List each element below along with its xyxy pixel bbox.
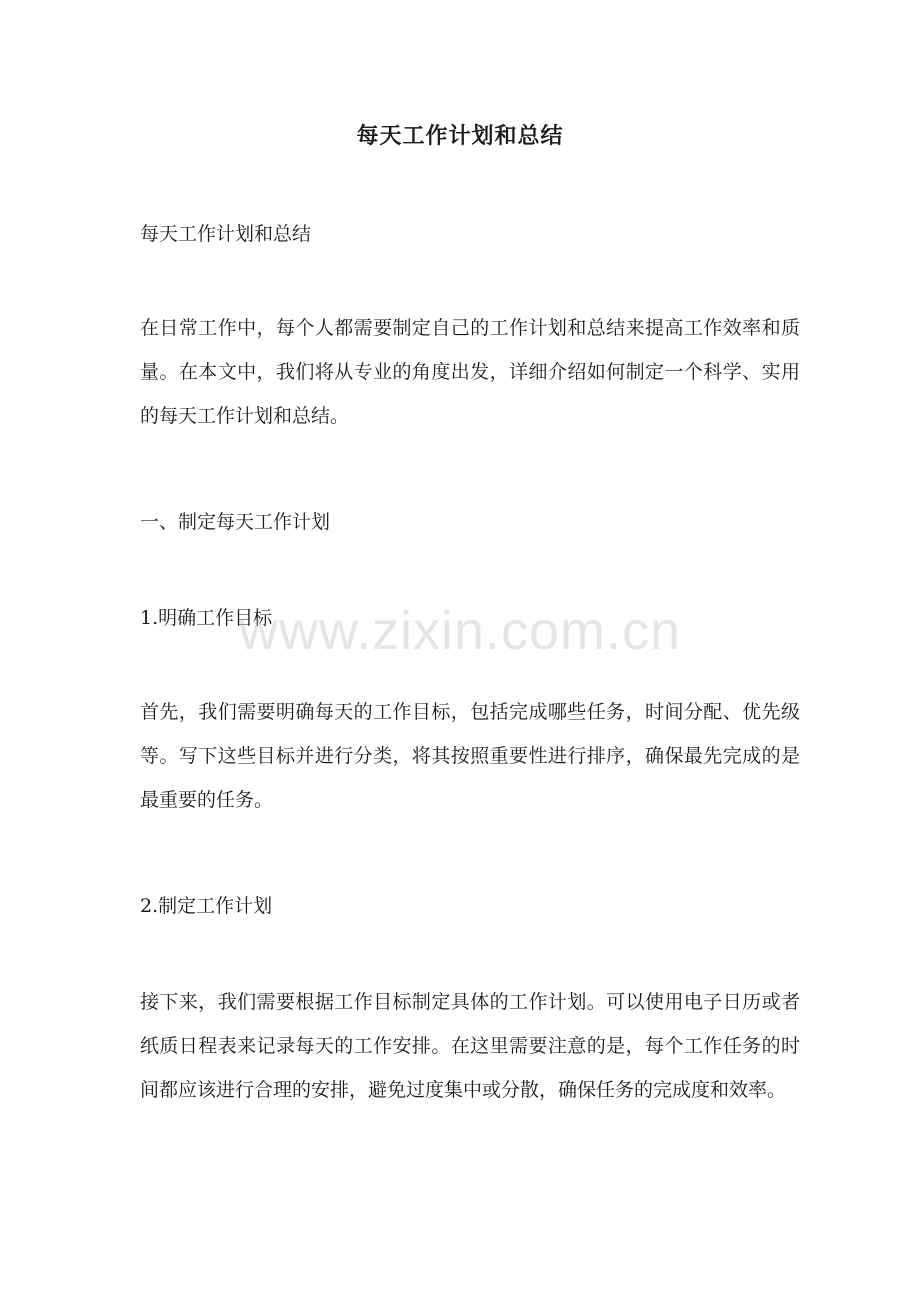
section-heading-1: 一、制定每天工作计划 — [140, 511, 331, 533]
intro-paragraph: 在日常工作中，每个人都需要制定自己的工作计划和总结来提高工作效率和质量。在本文中，我们将从专业的角度出发，详细介绍如何制定一个科学、实用的每天工作计划和总结。 — [140, 317, 800, 427]
document-subtitle: 每天工作计划和总结 — [140, 223, 312, 245]
subsection-heading-2: 2.制定工作计划 — [140, 895, 273, 917]
subsection-body-2: 接下来，我们需要根据工作目标制定具体的工作计划。可以使用电子日历或者纸质日程表来记录每天的工作安排。在这里需要注意的是，每个工作任务的时间都应该进行合理的安排，避免过度集中或分散，确保任务的完成度和效率。 — [140, 991, 800, 1101]
document-title: 每天工作计划和总结 — [356, 123, 564, 149]
watermark: www.zixin.com.cn — [238, 601, 682, 661]
subsection-body-1: 首先，我们需要明确每天的工作目标，包括完成哪些任务，时间分配、优先级等。写下这些目标并进行分类，将其按照重要性进行排序，确保最先完成的是最重要的任务。 — [140, 701, 800, 811]
subsection-heading-1: 1.明确工作目标 — [140, 607, 273, 629]
